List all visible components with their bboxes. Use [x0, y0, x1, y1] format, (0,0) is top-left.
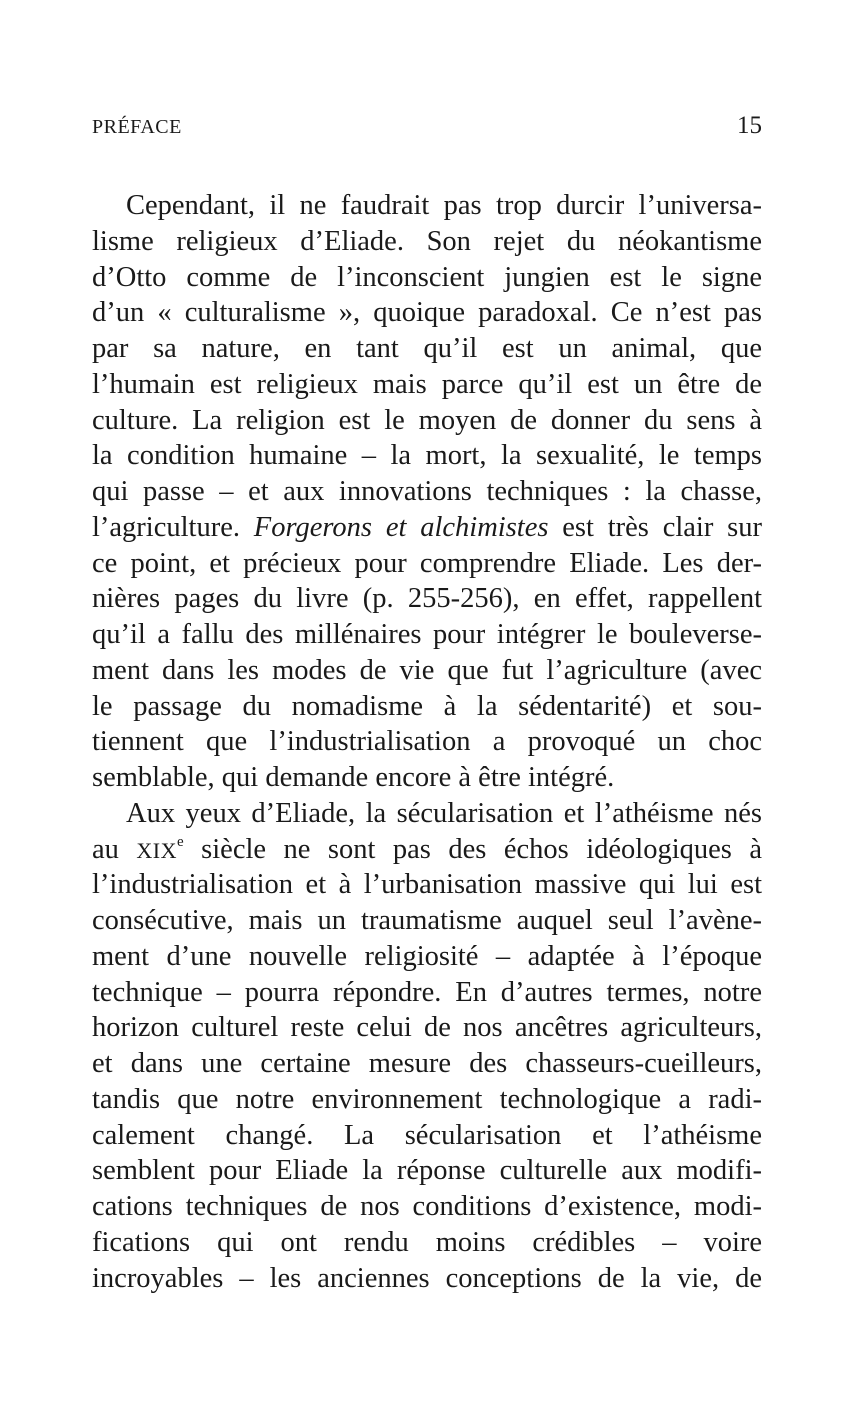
- paragraph-2-line: l’industrialisation et à l’urbanisation massive qui lui est: [92, 869, 762, 901]
- paragraph-1-line: nières pages du livre (p. 255-256), en effet, rappellent: [92, 583, 762, 615]
- paragraph-1-line: tiennent que l’industrialisation a provoqué un choc: [92, 726, 762, 758]
- text-segment: est très clair sur: [548, 511, 762, 543]
- paragraph-1-line: la condition humaine – la mort, la sexualité, le temps: [92, 440, 762, 472]
- book-title-italic: Forgerons et alchimistes: [253, 511, 549, 543]
- paragraph-2-line: consécutive, mais un traumatisme auquel seul l’avène-: [92, 905, 762, 936]
- paragraph-1-line: ment dans les modes de vie que fut l’agriculture (avec: [92, 654, 762, 686]
- paragraph-2-line: cations techniques de nos conditions d’existence, modi-: [92, 1191, 762, 1222]
- paragraph-2-line-with-century: [92, 832, 762, 868]
- paragraph-2-line: fications qui ont rendu moins crédibles – voire: [92, 1226, 762, 1258]
- paragraph-2-line: semblent pour Eliade la réponse culturelle aux modifi-: [92, 1155, 762, 1187]
- paragraph-1-line: culture. La religion est le moyen de donner du sens à: [92, 404, 762, 436]
- paragraph-2-line: tandis que notre environnement technologique a radi-: [92, 1083, 762, 1115]
- paragraph-2-line: incroyables – les anciennes conceptions de la vie, de: [92, 1262, 762, 1294]
- running-head: [92, 112, 762, 148]
- text-segment: l’agriculture.: [92, 511, 254, 543]
- text-segment: au: [92, 833, 137, 865]
- paragraph-1-line: d’Otto comme de l’inconscient jungien est le signe: [92, 261, 762, 293]
- century-numeral: XIX: [136, 837, 177, 863]
- paragraph-2-line: Aux yeux d’Eliade, la sécularisation et l’athéisme nés: [126, 797, 762, 829]
- paragraph-1-line: le passage du nomadisme à la sédentarité) et sou-: [92, 690, 762, 722]
- paragraph-2-line: ment d’une nouvelle religiosité – adaptée à l’époque: [92, 940, 762, 972]
- paragraph-1-line: l’humain est religieux mais parce qu’il est un être de: [92, 368, 762, 400]
- paragraph-2-line: technique – pourra répondre. En d’autres termes, notre: [92, 976, 762, 1008]
- page-number: 15: [737, 112, 762, 139]
- paragraph-1-line: lisme religieux d’Eliade. Son rejet du néokantisme: [92, 225, 762, 257]
- body-text: [92, 188, 762, 1296]
- century-superscript: e: [177, 833, 184, 850]
- paragraph-1-line: Cependant, il ne faudrait pas trop durcir l’universa-: [126, 190, 762, 221]
- paragraph-1-line: semblable, qui demande encore à être intégré.: [92, 762, 615, 793]
- paragraph-1-line: qu’il a fallu des millénaires pour intégrer le bouleverse-: [92, 619, 762, 650]
- paragraph-1-line-with-book-title: [92, 510, 762, 546]
- paragraph-1-line: qui passe – et aux innovations techniques : la chasse,: [92, 476, 762, 507]
- paragraph-1-line: d’un « culturalisme », quoique paradoxal. Ce n’est pas: [92, 297, 762, 329]
- paragraph-2-line: calement changé. La sécularisation et l’athéisme: [92, 1119, 762, 1151]
- paragraph-2-line: horizon culturel reste celui de nos ancêtres agriculteurs,: [92, 1012, 762, 1044]
- text-segment: siècle ne sont pas des échos idéologiques à: [183, 833, 762, 865]
- paragraph-1-line: ce point, et précieux pour comprendre Eliade. Les der-: [92, 547, 762, 579]
- paragraph-1-line: par sa nature, en tant qu’il est un animal, que: [92, 333, 762, 364]
- paragraph-2-line: et dans une certaine mesure des chasseurs-cueilleurs,: [92, 1048, 762, 1079]
- running-head-title: PRÉFACE: [92, 116, 182, 138]
